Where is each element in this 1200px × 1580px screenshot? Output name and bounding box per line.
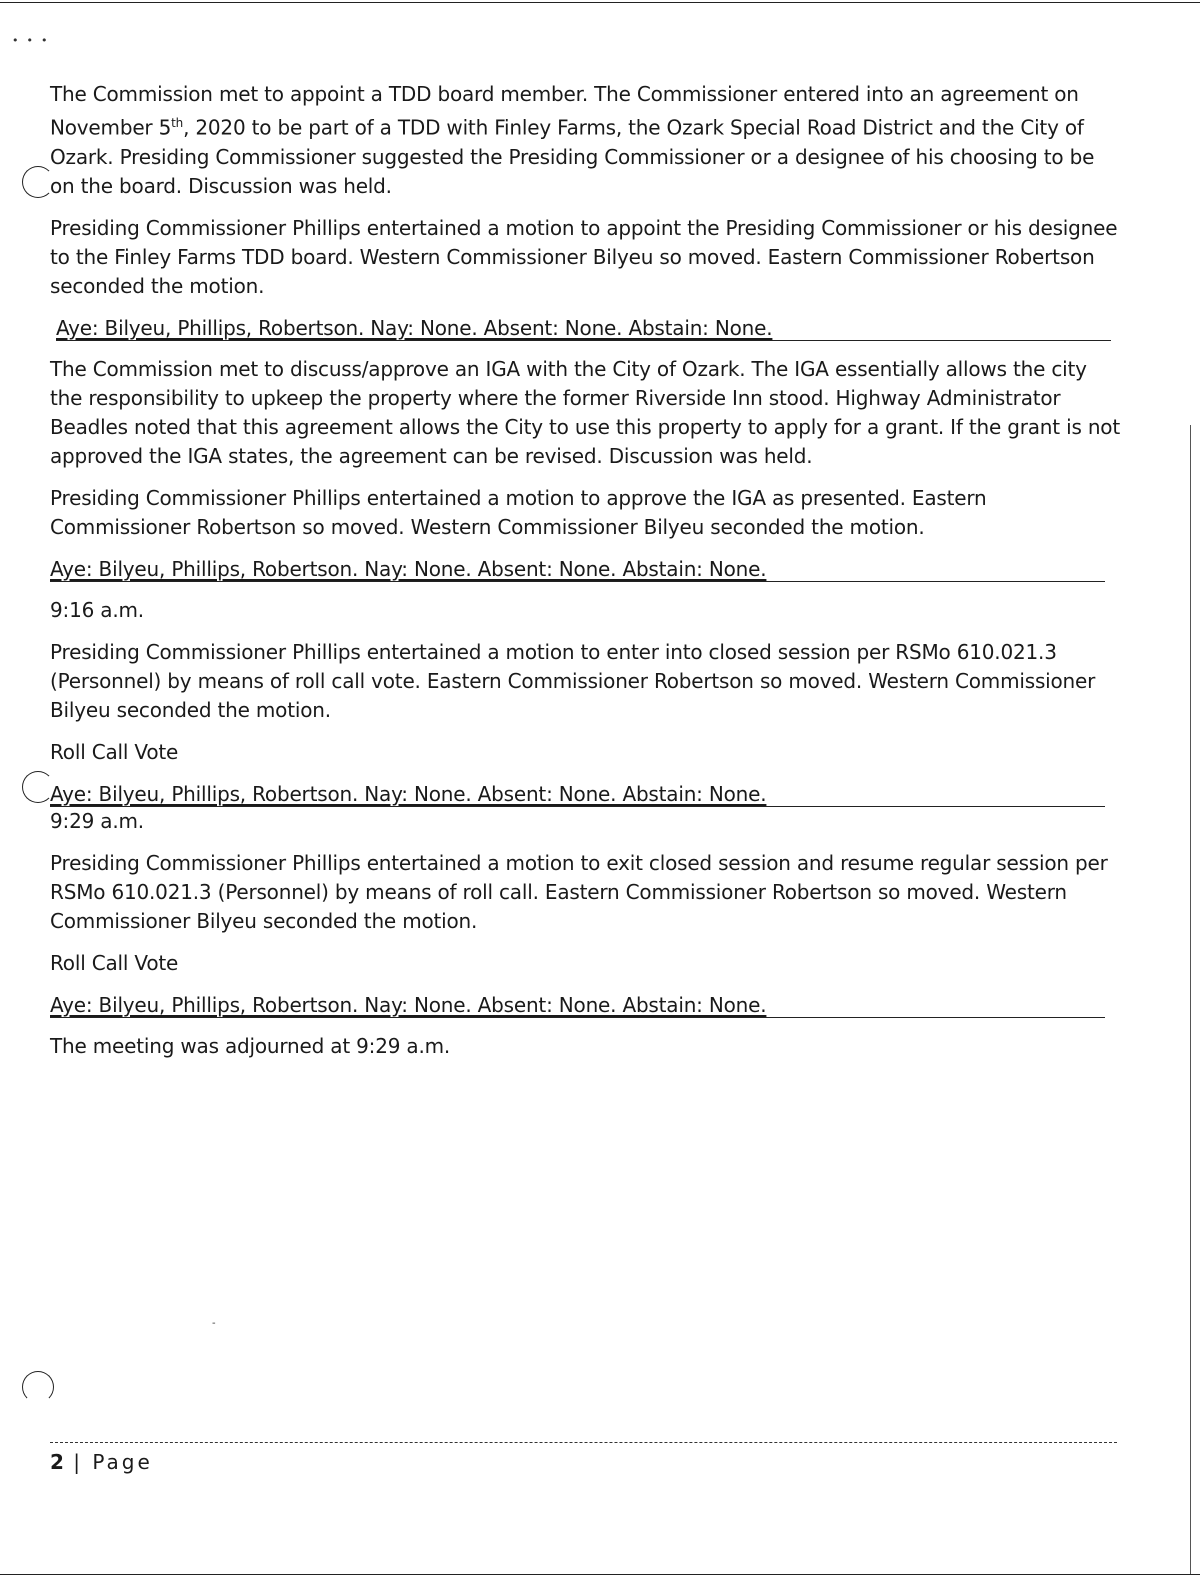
roll-call-label: Roll Call Vote	[50, 950, 179, 975]
hole-punch-mark	[22, 1371, 54, 1403]
vote-result	[50, 991, 1105, 1018]
vote-text: Aye: Bilyeu, Phillips, Robertson. Nay: None. Absent: None. Abstain: None.	[50, 556, 767, 581]
paragraph-text: , 2020 to be part of a TDD with Finley Farms, the Ozark Special Road District and the City of Ozark. Presiding Commissioner suggested the Presiding Commissioner or a designee of his choosing to be on the board. Discussion was held.	[50, 115, 1095, 198]
paragraph-text: The Commission met to appoint a TDD board member. The Commissioner entered into an agreement on November 5	[50, 82, 1079, 140]
page-top-border	[0, 2, 1200, 3]
paragraph-tdd-motion: Presiding Commissioner Phillips entertained a motion to appoint the Presiding Commissioner or his designee to the Finley Farms TDD board. Western Commissioner Bilyeu so moved. Eastern Commissioner Robertson seconded the motion.	[50, 215, 1118, 298]
adjournment-statement: The meeting was adjourned at 9:29 a.m.	[50, 1033, 451, 1058]
page-footer	[50, 1450, 153, 1474]
superscript: th	[171, 116, 184, 130]
vote-text: Aye: Bilyeu, Phillips, Robertson. Nay: None. Absent: None. Abstain: None.	[50, 781, 767, 806]
paragraph-exit-session-motion: Presiding Commissioner Phillips entertained a motion to exit closed session and resume regular session per RSMo 610.021.3 (Personnel) by means of roll call. Eastern Commissioner Robertson so moved. Western Commissioner Bilyeu seconded the motion.	[50, 850, 1108, 933]
minutes-body	[50, 80, 1120, 1074]
paragraph-iga-motion: Presiding Commissioner Phillips entertained a motion to approve the IGA as presented. Eastern Commissioner Robertson so moved. Western Commissioner Bilyeu seconded the motion.	[50, 485, 987, 539]
scan-specks: •••	[12, 34, 56, 47]
vote-text: Aye: Bilyeu, Phillips, Robertson. Nay: None. Absent: None. Abstain: None.	[50, 992, 767, 1017]
vote-result	[56, 314, 1111, 341]
footer-divider	[50, 1442, 1117, 1443]
vote-text: Aye: Bilyeu, Phillips, Robertson. Nay: None. Absent: None. Abstain: None.	[56, 315, 773, 340]
vote-result	[50, 780, 1105, 807]
page-bottom-border	[0, 1574, 1200, 1575]
paragraph-tdd-appointment	[50, 80, 1120, 201]
page-label: Page	[92, 1450, 153, 1474]
paragraph-closed-session-motion: Presiding Commissioner Phillips entertained a motion to enter into closed session per RSMo 610.021.3 (Personnel) by means of roll call vote. Eastern Commissioner Robertson so moved. Western Commissioner Bilyeu seconded the motion.	[50, 639, 1096, 722]
vote-result	[50, 555, 1105, 582]
page-separator: |	[63, 1450, 93, 1474]
page-right-border	[1190, 425, 1191, 1575]
scan-speck: -	[212, 1318, 216, 1329]
roll-call-label: Roll Call Vote	[50, 739, 179, 764]
page-number: 2	[50, 1450, 64, 1474]
time-stamp: 9:16 a.m.	[50, 597, 144, 622]
paragraph-iga-discussion: The Commission met to discuss/approve an IGA with the City of Ozark. The IGA essentially allows the city the responsibility to upkeep the property where the former Riverside Inn stood. Highway Administrator Beadles noted that this agreement allows the City to use this property to apply for a grant. If the grant is not approved the IGA states, the agreement can be revised. Discussion was held.	[50, 356, 1120, 468]
time-stamp: 9:29 a.m.	[50, 808, 144, 833]
